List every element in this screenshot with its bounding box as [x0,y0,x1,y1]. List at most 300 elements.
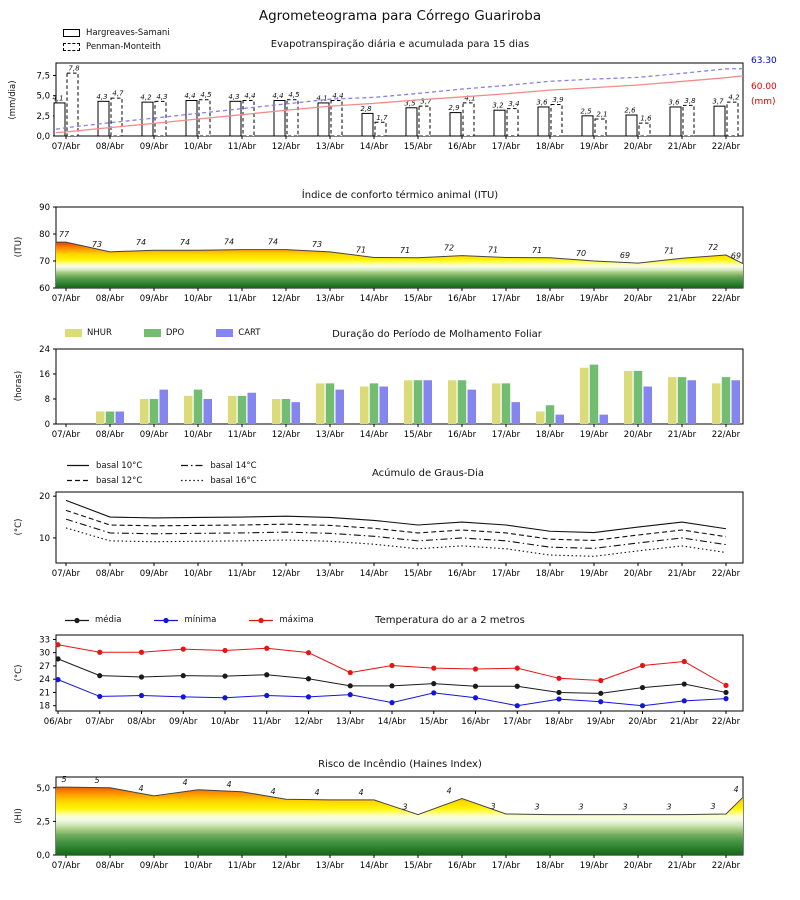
y-tick-label: 24 [39,675,50,686]
cart-bar [204,399,213,424]
x-tick-label: 17/Abr [491,430,521,440]
x-tick-label: 10/Abr [183,294,213,304]
hs-bar [54,103,65,136]
cart-bar [512,402,521,424]
cart-bar [292,402,301,424]
x-tick-label: 11/Abr [227,569,257,579]
x-tick-label: 19/Abr [579,569,609,579]
haines-value-label: 4 [138,783,144,793]
nhur-bar [536,412,545,425]
itu-value-label: 71 [663,246,675,256]
maxima-marker [348,670,353,675]
itu-title: Índice de conforto térmico animal (ITU) [301,190,499,201]
x-tick-label: 22/Abr [711,142,741,152]
x-tick-label: 19/Abr [579,142,609,152]
x-tick-label: 20/Abr [628,717,657,727]
x-tick-label: 11/Abr [227,430,257,440]
haines-value-label: 3 [710,801,716,811]
haines-area [56,787,743,855]
x-tick-label: 17/Abr [491,142,521,152]
minima-marker [97,694,102,699]
cart-bar [160,390,169,424]
minima-marker [264,693,269,698]
x-tick-label: 20/Abr [623,142,653,152]
legend-label-basal12: basal 12°C [96,475,143,486]
minima-marker [139,693,144,698]
media-marker [431,681,436,686]
x-tick-label: 15/Abr [403,142,433,152]
x-tick-label: 19/Abr [579,861,609,871]
x-tick-label: 18/Abr [535,142,565,152]
pm-bar [155,101,166,136]
dpo-bar [678,377,687,424]
pm-bar [287,100,298,136]
x-tick-label: 15/Abr [403,861,433,871]
x-tick-label: 15/Abr [403,569,433,579]
cart-bar [380,387,389,425]
hs-value-label: 4,3 [96,92,108,101]
minima-marker [598,699,603,704]
nhur-bar [272,399,281,424]
haines-value-label: 5 [61,775,67,785]
media-marker [306,676,311,681]
x-tick-label: 22/Abr [711,861,741,871]
pm-value-label: 4,4 [332,92,344,101]
media-marker [389,683,394,688]
x-tick-label: 20/Abr [623,294,653,304]
y-tick-label: 5,0 [36,783,50,794]
itu-value-label: 74 [135,238,147,248]
x-tick-label: 10/Abr [183,142,213,152]
pm-value-label: 7,8 [68,64,80,73]
pm-bar [683,105,694,136]
legend-label-basal10: basal 10°C [96,460,143,471]
hs-value-label: 2,6 [624,106,636,115]
molhamento-title: Duração do Período de Molhamento Foliar [332,329,542,340]
minima-marker [431,690,436,695]
y-tick-label: 21 [39,688,50,699]
y-tick-label: 16 [39,370,50,380]
cart-bar [732,380,741,424]
legend-label-basal16: basal 16°C [210,475,257,486]
maxima-marker [682,659,687,664]
dpo-bar [282,399,291,424]
itu-value-label: 72 [443,243,455,253]
x-tick-label: 13/Abr [315,142,345,152]
dpo-bar [194,390,203,424]
y-tick-label: 70 [39,257,50,267]
media-marker [139,674,144,679]
x-tick-label: 20/Abr [623,430,653,440]
pm-value-label: 1,7 [376,113,388,122]
x-tick-label: 10/Abr [183,430,213,440]
dpo-bar [458,380,467,424]
molhamento-ylabel: (horas) [14,370,24,402]
x-tick-label: 21/Abr [667,142,697,152]
pm-value-label: 4,1 [464,94,476,103]
y-tick-label: 27 [39,661,50,672]
hs-bar [274,101,285,136]
haines-value-label: 4 [446,786,452,796]
x-tick-label: 11/Abr [227,142,257,152]
x-tick-label: 14/Abr [359,142,389,152]
x-tick-label: 11/Abr [252,717,281,727]
haines-value-label: 4 [182,777,188,787]
dpo-bar [326,383,335,424]
x-tick-label: 14/Abr [359,569,389,579]
pm-value-label: 4,5 [288,91,300,100]
cart-bar [556,415,565,424]
x-tick-label: 12/Abr [271,142,301,152]
dpo-bar [106,412,115,425]
x-tick-label: 21/Abr [667,294,697,304]
haines-value-label: 3 [490,801,496,811]
x-tick-label: 09/Abr [139,861,169,871]
x-tick-label: 11/Abr [227,861,257,871]
itu-value-label: 74 [223,237,235,247]
dpo-bar [414,380,423,424]
maxima-marker [431,666,436,671]
dpo-bar [722,377,731,424]
haines-value-label: 3 [534,802,540,812]
x-tick-label: 22/Abr [711,569,741,579]
hs-bar [670,107,681,136]
legend-label-nhur: NHUR [87,328,112,338]
hs-value-label: 2,5 [580,107,592,116]
x-tick-label: 17/Abr [491,294,521,304]
itu-value-label: 70 [575,249,587,258]
x-tick-label: 10/Abr [183,569,213,579]
maxima-marker [55,642,60,647]
hs-value-label: 4,1 [316,94,328,103]
hs-value-label: 4,4 [272,92,284,101]
haines-value-label: 4 [314,787,320,797]
hs-value-label: 2,9 [448,104,460,113]
x-tick-label: 15/Abr [403,430,433,440]
minima-marker [222,695,227,700]
minima-marker [181,694,186,699]
minima-marker [556,696,561,701]
media-marker [598,691,603,696]
media-marker [640,685,645,690]
pm-bar [419,106,430,136]
y-tick-label: 0,0 [36,851,50,861]
x-tick-label: 07/Abr [51,142,81,152]
x-tick-label: 10/Abr [210,717,240,727]
minima-marker [682,698,687,703]
legend-label-basal14: basal 14°C [210,460,257,471]
hs-bar [318,103,329,136]
y-tick-label: 18 [39,701,50,712]
legend-label-dpo: DPO [165,328,185,338]
haines-title: Risco de Incêndio (Haines Index) [318,759,482,770]
hs-bar [494,110,505,136]
x-tick-label: 08/Abr [95,294,125,304]
x-tick-label: 09/Abr [139,569,169,579]
x-tick-label: 13/Abr [336,717,365,727]
x-tick-label: 13/Abr [315,861,345,871]
page-title: Agrometeograma para Córrego Guariroba [258,8,542,24]
pm-bar [507,109,518,136]
pm-value-label: 1,6 [640,114,652,123]
dpo-bar [238,396,247,424]
basal16-line [66,528,726,556]
media-marker [515,684,520,689]
media-marker [264,672,269,677]
y-tick-label: 7,5 [36,71,50,82]
x-tick-label: 21/Abr [670,717,699,727]
media-marker [682,681,687,686]
accum-unit-label: (mm) [751,97,776,107]
x-tick-label: 08/Abr [95,569,125,579]
legend-label-maxima: máxima [279,615,314,625]
basal12-line [66,510,726,540]
x-tick-label: 07/Abr [51,430,81,440]
x-tick-label: 08/Abr [95,861,125,871]
pm-value-label: 4,4 [244,92,256,101]
x-tick-label: 12/Abr [271,861,301,871]
itu-value-label: 71 [355,245,367,255]
y-tick-label: 5,0 [36,91,50,102]
x-tick-label: 14/Abr [359,294,389,304]
dpo-bar [502,383,511,424]
media-marker [348,683,353,688]
dpo-bar [150,399,159,424]
x-tick-label: 19/Abr [579,294,609,304]
y-tick-label: 2,5 [36,111,50,122]
x-tick-label: 10/Abr [183,861,213,871]
media-marker [473,684,478,689]
graus-dia-ylabel: (°C) [14,518,24,536]
maxima-marker [640,663,645,668]
dpo-bar [634,371,643,424]
pm-bar [243,101,254,136]
x-tick-label: 18/Abr [535,569,565,579]
minima-marker [473,695,478,700]
pm-bar [111,98,122,136]
y-tick-label: 80 [39,230,50,240]
x-tick-label: 22/Abr [711,294,741,304]
dpo-bar [546,405,555,424]
pm-value-label: 4,2 [728,93,740,102]
x-tick-label: 07/Abr [51,294,81,304]
haines-value-label: 4 [733,785,739,795]
haines-value-label: 4 [358,787,364,797]
maxima-marker [515,666,520,671]
x-tick-label: 16/Abr [447,861,477,871]
pm-value-label: 4,7 [112,89,124,98]
x-tick-label: 16/Abr [447,430,477,440]
y-tick-label: 90 [39,203,50,213]
x-tick-label: 18/Abr [544,717,574,727]
hs-bar [406,108,417,136]
minima-marker [306,694,311,699]
cart-bar [644,387,653,425]
maxima-marker [556,676,561,681]
accum-hargreaves-total: 60.00 [751,82,777,92]
hs-value-label: 3,7 [712,97,724,106]
nhur-bar [668,377,677,424]
x-tick-label: 17/Abr [503,717,532,727]
maxima-marker [389,663,394,668]
x-tick-label: 14/Abr [377,717,407,727]
nhur-bar [448,380,457,424]
itu-value-label: 71 [487,245,499,255]
haines-value-label: 3 [622,802,628,812]
hs-value-label: 3,6 [536,98,548,107]
minima-marker [55,677,60,682]
media-marker [55,656,60,661]
legend-label-media: média [95,615,122,625]
y-tick-label: 0,0 [36,132,50,142]
x-tick-label: 20/Abr [623,569,653,579]
cart-bar [688,380,697,424]
cart-bar [600,415,609,424]
pm-value-label: 4,5 [200,91,212,100]
media-marker [222,673,227,678]
haines-value-label: 3 [578,802,584,812]
x-tick-label: 12/Abr [271,294,301,304]
itu-value-label: 73 [311,239,323,249]
x-tick-label: 18/Abr [535,294,565,304]
legend-label-hargreaves: Hargreaves-Samani [86,28,170,38]
x-tick-label: 09/Abr [139,142,169,152]
pm-bar [463,103,474,136]
media-marker [556,690,561,695]
x-tick-label: 12/Abr [271,569,301,579]
maxima-marker [264,646,269,651]
media-marker [97,673,102,678]
nhur-bar [228,396,237,424]
x-tick-label: 17/Abr [491,569,521,579]
hs-bar [714,106,725,136]
y-tick-label: 20 [39,492,50,503]
pm-value-label: 4,3 [156,92,168,101]
x-tick-label: 19/Abr [579,430,609,440]
itu-ylabel: (ITU) [14,236,24,258]
pm-bar [551,105,562,136]
x-tick-label: 22/Abr [711,717,741,727]
basal10-line [66,500,726,532]
x-tick-label: 07/Abr [51,569,81,579]
x-tick-label: 07/Abr [85,717,114,727]
x-tick-label: 09/Abr [139,430,169,440]
x-tick-label: 13/Abr [315,430,345,440]
x-tick-label: 08/Abr [95,142,125,152]
pm-value-label: 2,1 [596,110,608,119]
y-tick-label: 2,5 [36,817,50,828]
maxima-marker [473,666,478,671]
cart-bar [468,390,477,424]
x-tick-label: 15/Abr [403,294,433,304]
pm-bar [595,119,606,136]
nhur-bar [712,383,721,424]
nhur-bar [404,380,413,424]
haines-value-label: 3 [402,802,408,812]
cart-bar [116,412,125,425]
cart-bar [336,390,345,424]
x-tick-label: 12/Abr [271,430,301,440]
basal14-line [66,519,726,548]
x-tick-label: 19/Abr [586,717,615,727]
x-tick-label: 15/Abr [419,717,448,727]
x-tick-label: 18/Abr [535,430,565,440]
legend-label-minima: mínima [184,615,217,625]
dpo-bar [590,365,599,424]
x-tick-label: 11/Abr [227,294,257,304]
nhur-bar [624,371,633,424]
x-tick-label: 06/Abr [43,717,73,727]
itu-value-label: 74 [179,238,191,248]
hs-bar [186,101,197,136]
maxima-marker [306,650,311,655]
hs-bar [362,113,373,136]
pm-value-label: 3,9 [552,96,564,105]
accum-penman-total: 63.30 [751,56,777,66]
x-tick-label: 17/Abr [491,861,521,871]
minima-marker [389,700,394,705]
pm-value-label: 3,4 [508,100,520,109]
x-tick-label: 20/Abr [623,861,653,871]
haines-value-label: 3 [666,802,672,812]
itu-value-label: 74 [267,237,279,247]
x-tick-label: 14/Abr [359,430,389,440]
x-tick-label: 21/Abr [667,430,697,440]
hs-value-label: 4,2 [140,93,152,102]
pm-bar [727,102,738,136]
x-tick-label: 13/Abr [315,569,345,579]
maxima-marker [222,648,227,653]
nhur-bar [140,399,149,424]
hs-bar [450,113,461,136]
maxima-marker [139,650,144,655]
maxima-marker [723,683,728,688]
itu-value-label: 71 [399,245,411,255]
maxima-marker [181,647,186,652]
itu-value-label: 71 [531,245,543,255]
minima-marker [723,696,728,701]
cart-bar [424,380,433,424]
evapo-title: Evapotranspiração diária e acumulada para 15 dias [270,39,530,50]
x-tick-label: 16/Abr [461,717,490,727]
maxima-marker [598,678,603,683]
hs-value-label: 2,8 [360,104,372,113]
x-tick-label: 18/Abr [535,861,565,871]
y-tick-label: 30 [39,648,50,659]
hs-bar [582,116,593,136]
pm-bar [639,123,650,136]
minima-marker [515,703,520,708]
pm-value-label: 3,8 [684,96,696,105]
hs-value-label: 4,3 [228,92,240,101]
itu-value-label: 72 [707,243,719,253]
itu-value-label: 69 [730,251,742,261]
y-tick-label: 0 [44,420,50,430]
nhur-bar [580,368,589,424]
x-tick-label: 13/Abr [315,294,345,304]
x-tick-label: 21/Abr [667,861,697,871]
legend-label-cart: CART [238,328,261,338]
hs-bar [230,101,241,136]
x-tick-label: 08/Abr [127,717,156,727]
haines-ylabel: (HI) [14,808,24,824]
x-tick-label: 07/Abr [51,861,81,871]
temperatura-ylabel: (°C) [14,664,24,682]
pm-value-label: 3,7 [420,97,432,106]
media-marker [723,690,728,695]
haines-value-label: 4 [270,787,276,797]
x-tick-label: 16/Abr [447,142,477,152]
